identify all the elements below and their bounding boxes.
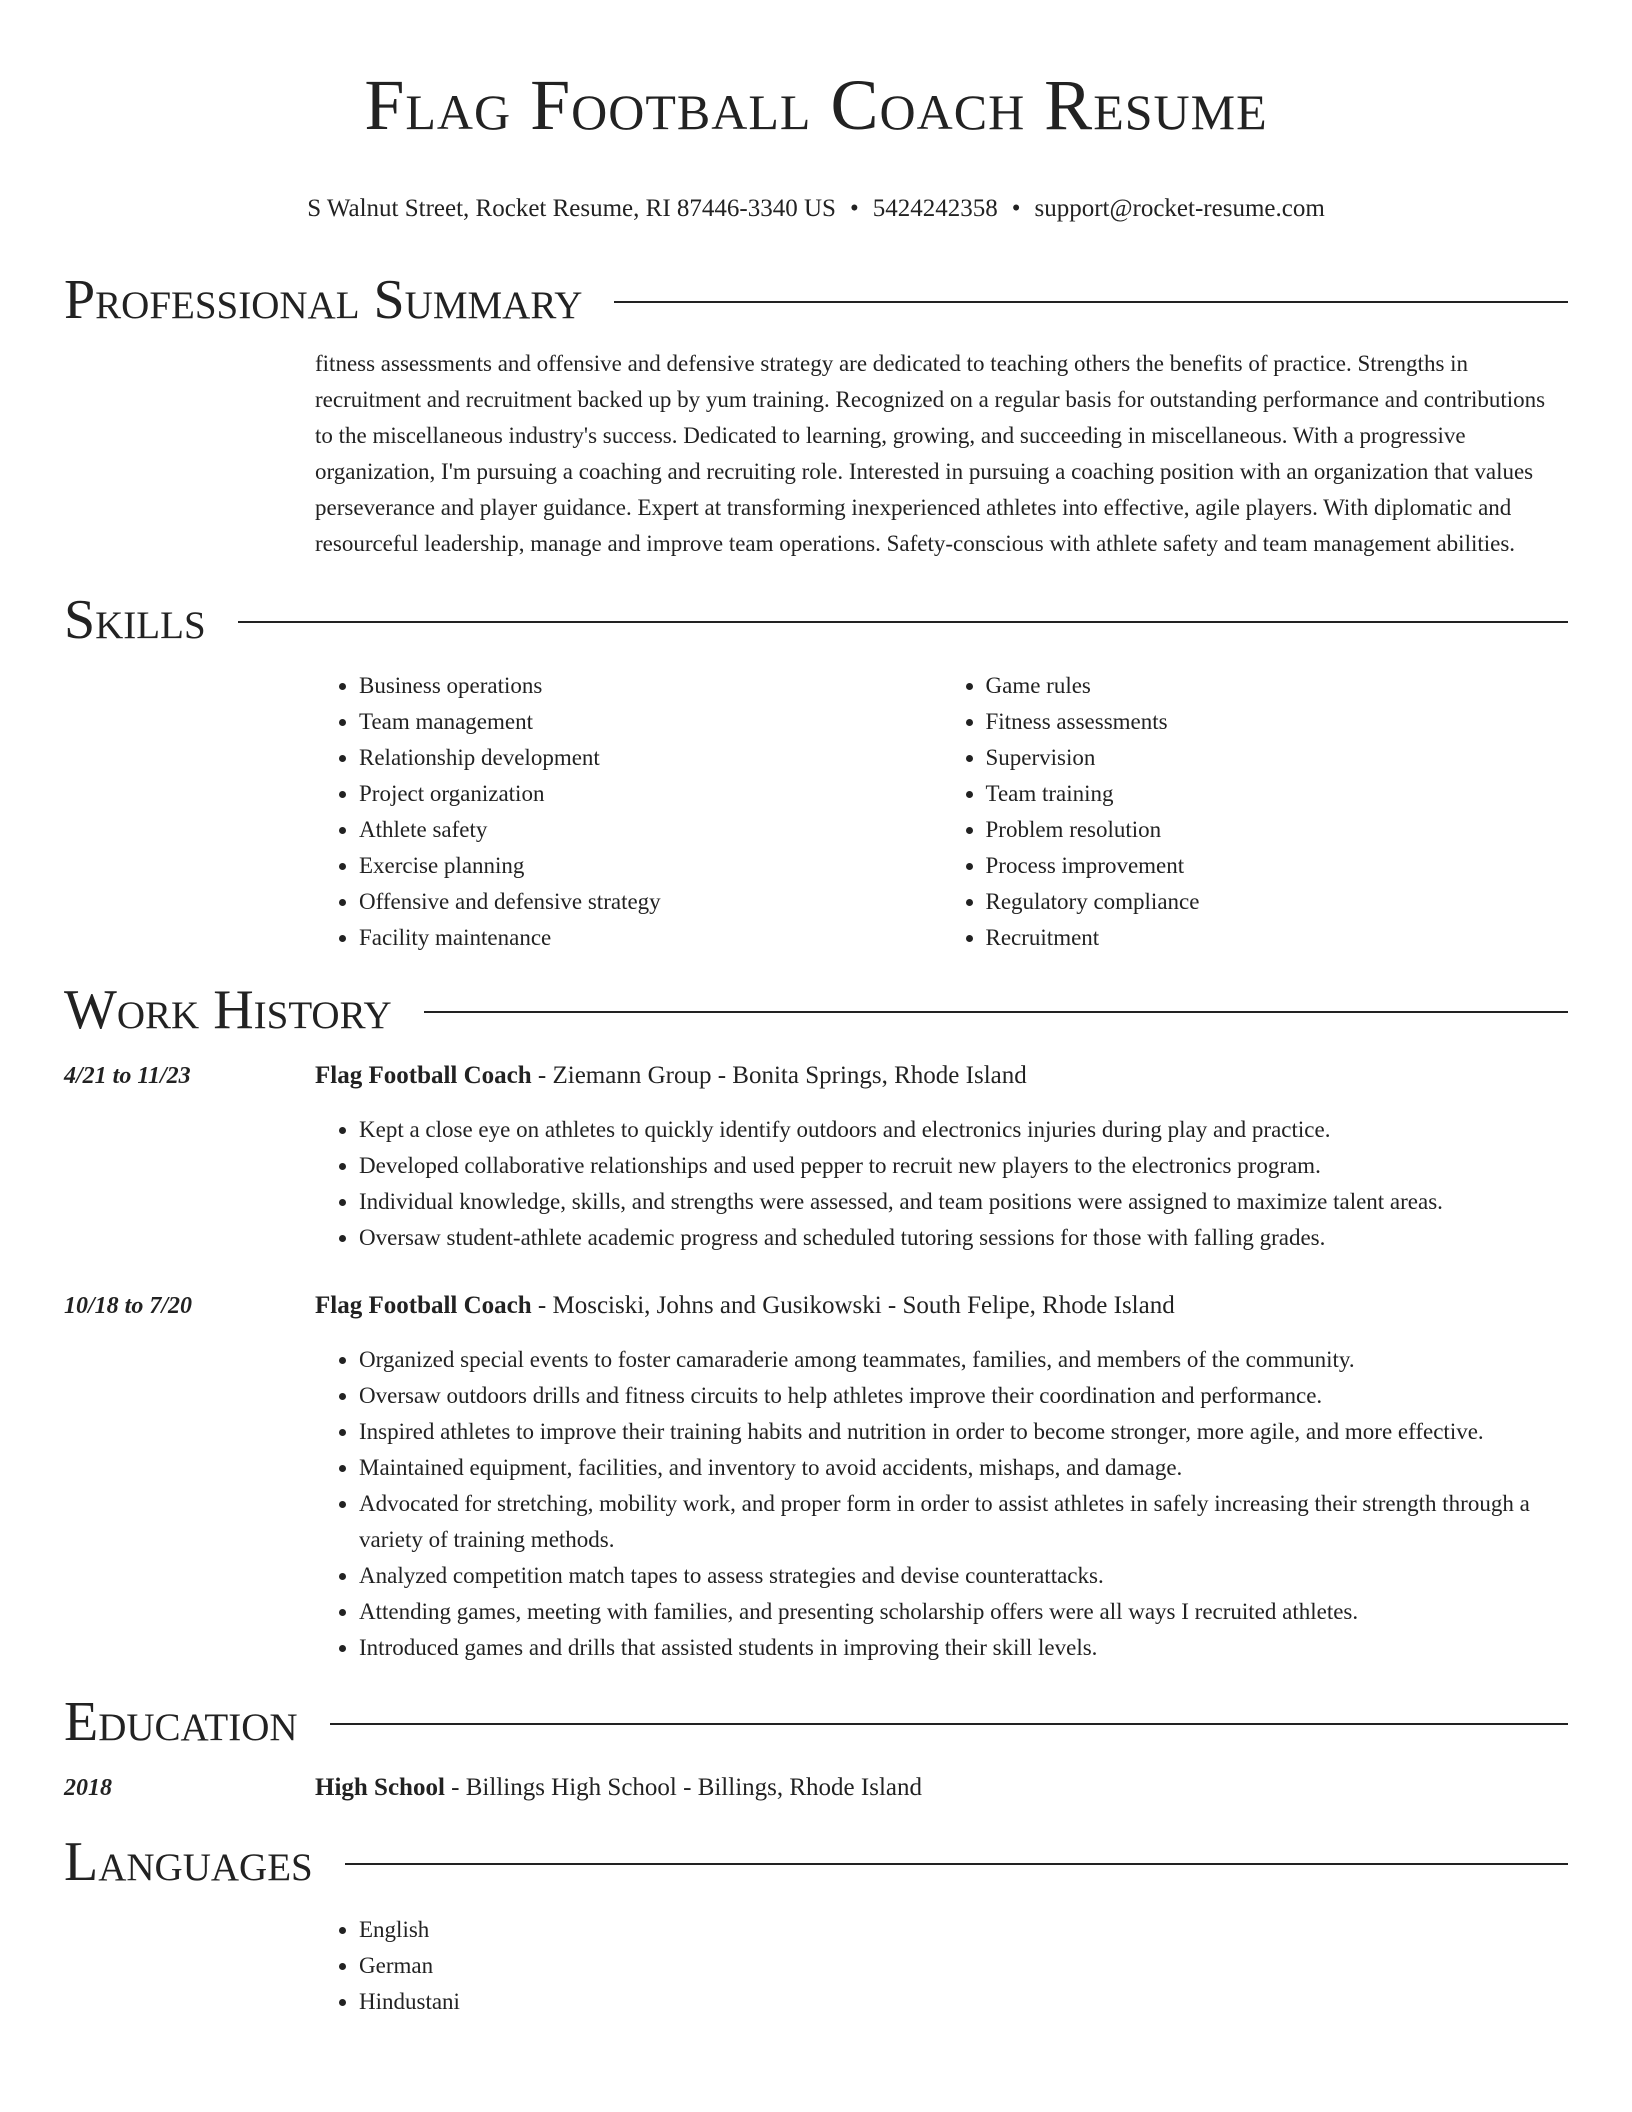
skill-item: • Team management	[359, 704, 942, 740]
job-dates: 4/21 to 11/23	[64, 1063, 191, 1089]
skill-item: • Fitness assessments	[986, 704, 1569, 740]
job-bullet: • Developed collaborative relationships and used pepper to recruit new players to the electronics program.	[359, 1148, 1568, 1184]
job-bullet: • Individual knowledge, skills, and strengths were assessed, and team positions were assigned to maximize talent areas.	[359, 1184, 1568, 1220]
skill-item: • Relationship development	[359, 740, 942, 776]
skill-item: • Supervision	[986, 740, 1569, 776]
contact-address: S Walnut Street, Rocket Resume, RI 87446-3340 US	[307, 195, 836, 222]
education-heading: Education	[64, 1691, 298, 1753]
skill-item: • Business operations	[359, 668, 942, 704]
job-title: Flag Football Coach	[315, 1062, 532, 1089]
work-heading: Work History	[64, 979, 392, 1041]
job-entry	[64, 1288, 1568, 1324]
section-divider	[424, 1011, 1568, 1013]
summary-text: fitness assessments and offensive and defensive strategy are dedicated to teaching others the benefits of practice. Strengths in recruitment and recruitment backed up by yum training. Recognized on a regular basis for outstanding performance and contributions to the miscellaneous industry's success. Dedicated to learning, growing, and succeeding in miscellaneous. With a progressive organization, I'm pursuing a coaching and recruiting role. Interested in pursuing a coaching position with an organization that values perseverance and player guidance. Expert at transforming inexperienced athletes into effective, agile players. With diplomatic and resourceful leadership, manage and improve team operations. Safety-conscious with athlete safety and team management abilities.	[315, 351, 1546, 556]
education-heading-line	[315, 1770, 922, 1806]
job-bullet: • Kept a close eye on athletes to quickly identify outdoors and electronics injuries during play and practice.	[359, 1112, 1568, 1148]
skill-item: • Regulatory compliance	[986, 884, 1569, 920]
skills-list-left	[315, 668, 942, 956]
education-year: 2018	[64, 1775, 112, 1801]
job-details: - Ziemann Group - Bonita Springs, Rhode Island	[531, 1062, 1027, 1089]
job-bullet: • Attending games, meeting with families, and presenting scholarship offers were all ways I recruited athletes.	[359, 1594, 1568, 1630]
job-bullet: • Maintained equipment, facilities, and inventory to avoid accidents, mishaps, and damage.	[359, 1450, 1568, 1486]
job-dates: 10/18 to 7/20	[64, 1293, 193, 1319]
language-item: • English	[359, 1912, 1568, 1948]
education-section-header	[64, 1690, 1568, 1754]
skills-section-header	[64, 588, 1568, 652]
skill-item: • Team training	[986, 776, 1569, 812]
job-entry	[64, 1058, 1568, 1094]
skill-item: • Facility maintenance	[359, 920, 942, 956]
summary-section-header	[64, 268, 1568, 332]
section-divider	[345, 1863, 1568, 1865]
skill-item: • Offensive and defensive strategy	[359, 884, 942, 920]
job-bullet: • Oversaw student-athlete academic progress and scheduled tutoring sessions for those with falling grades.	[359, 1220, 1568, 1256]
job-heading	[315, 1288, 1175, 1324]
skill-item: • Recruitment	[986, 920, 1569, 956]
skill-item: • Game rules	[986, 668, 1569, 704]
skill-item: • Exercise planning	[359, 848, 942, 884]
contact-line	[64, 194, 1568, 224]
language-item: • German	[359, 1948, 1568, 1984]
job-bullet-list	[315, 1112, 1568, 1256]
job-bullet-list	[315, 1342, 1568, 1666]
education-degree: High School	[315, 1774, 445, 1801]
skills-list-right	[942, 668, 1569, 956]
job-details: - Mosciski, Johns and Gusikowski - South Felipe, Rhode Island	[531, 1292, 1175, 1319]
skill-item: • Project organization	[359, 776, 942, 812]
education-details: - Billings High School - Billings, Rhode Island	[444, 1774, 922, 1801]
skills-content	[315, 668, 1568, 956]
skills-heading: Skills	[64, 589, 206, 651]
summary-heading: Professional Summary	[64, 269, 583, 331]
skill-item: • Problem resolution	[986, 812, 1569, 848]
languages-list	[315, 1912, 1568, 2020]
section-divider	[614, 301, 1568, 303]
job-bullets	[315, 1112, 1568, 1256]
job-bullet: • Analyzed competition match tapes to assess strategies and devise counterattacks.	[359, 1558, 1568, 1594]
contact-phone: 5424242358	[872, 195, 998, 222]
languages-heading: Languages	[64, 1831, 313, 1893]
job-bullet: • Advocated for stretching, mobility work, and proper form in order to assist athletes in safely increasing their strength through a variety of training methods.	[359, 1486, 1568, 1558]
section-divider	[238, 621, 1568, 623]
contact-separator: •	[1011, 195, 1021, 222]
contact-email: support@rocket-resume.com	[1034, 195, 1325, 222]
language-item: • Hindustani	[359, 1984, 1568, 2020]
resume-title: Flag Football Coach Resume	[364, 65, 1268, 145]
summary-content	[315, 346, 1568, 562]
job-heading	[315, 1058, 1027, 1094]
job-bullet: • Oversaw outdoors drills and fitness circuits to help athletes improve their coordination and performance.	[359, 1378, 1568, 1414]
job-bullets	[315, 1342, 1568, 1666]
work-section-header	[64, 978, 1568, 1042]
job-bullet: • Organized special events to foster camaraderie among teammates, families, and members of the community.	[359, 1342, 1568, 1378]
education-entry	[64, 1770, 1568, 1806]
job-bullet: • Inspired athletes to improve their training habits and nutrition in order to become stronger, more agile, and more effective.	[359, 1414, 1568, 1450]
section-divider	[330, 1723, 1568, 1725]
skill-item: • Athlete safety	[359, 812, 942, 848]
job-bullet: • Introduced games and drills that assisted students in improving their skill levels.	[359, 1630, 1568, 1666]
skill-item: • Process improvement	[986, 848, 1569, 884]
languages-section-header	[64, 1830, 1568, 1894]
languages-content	[315, 1912, 1568, 2020]
job-title: Flag Football Coach	[315, 1292, 532, 1319]
contact-separator: •	[849, 195, 859, 222]
